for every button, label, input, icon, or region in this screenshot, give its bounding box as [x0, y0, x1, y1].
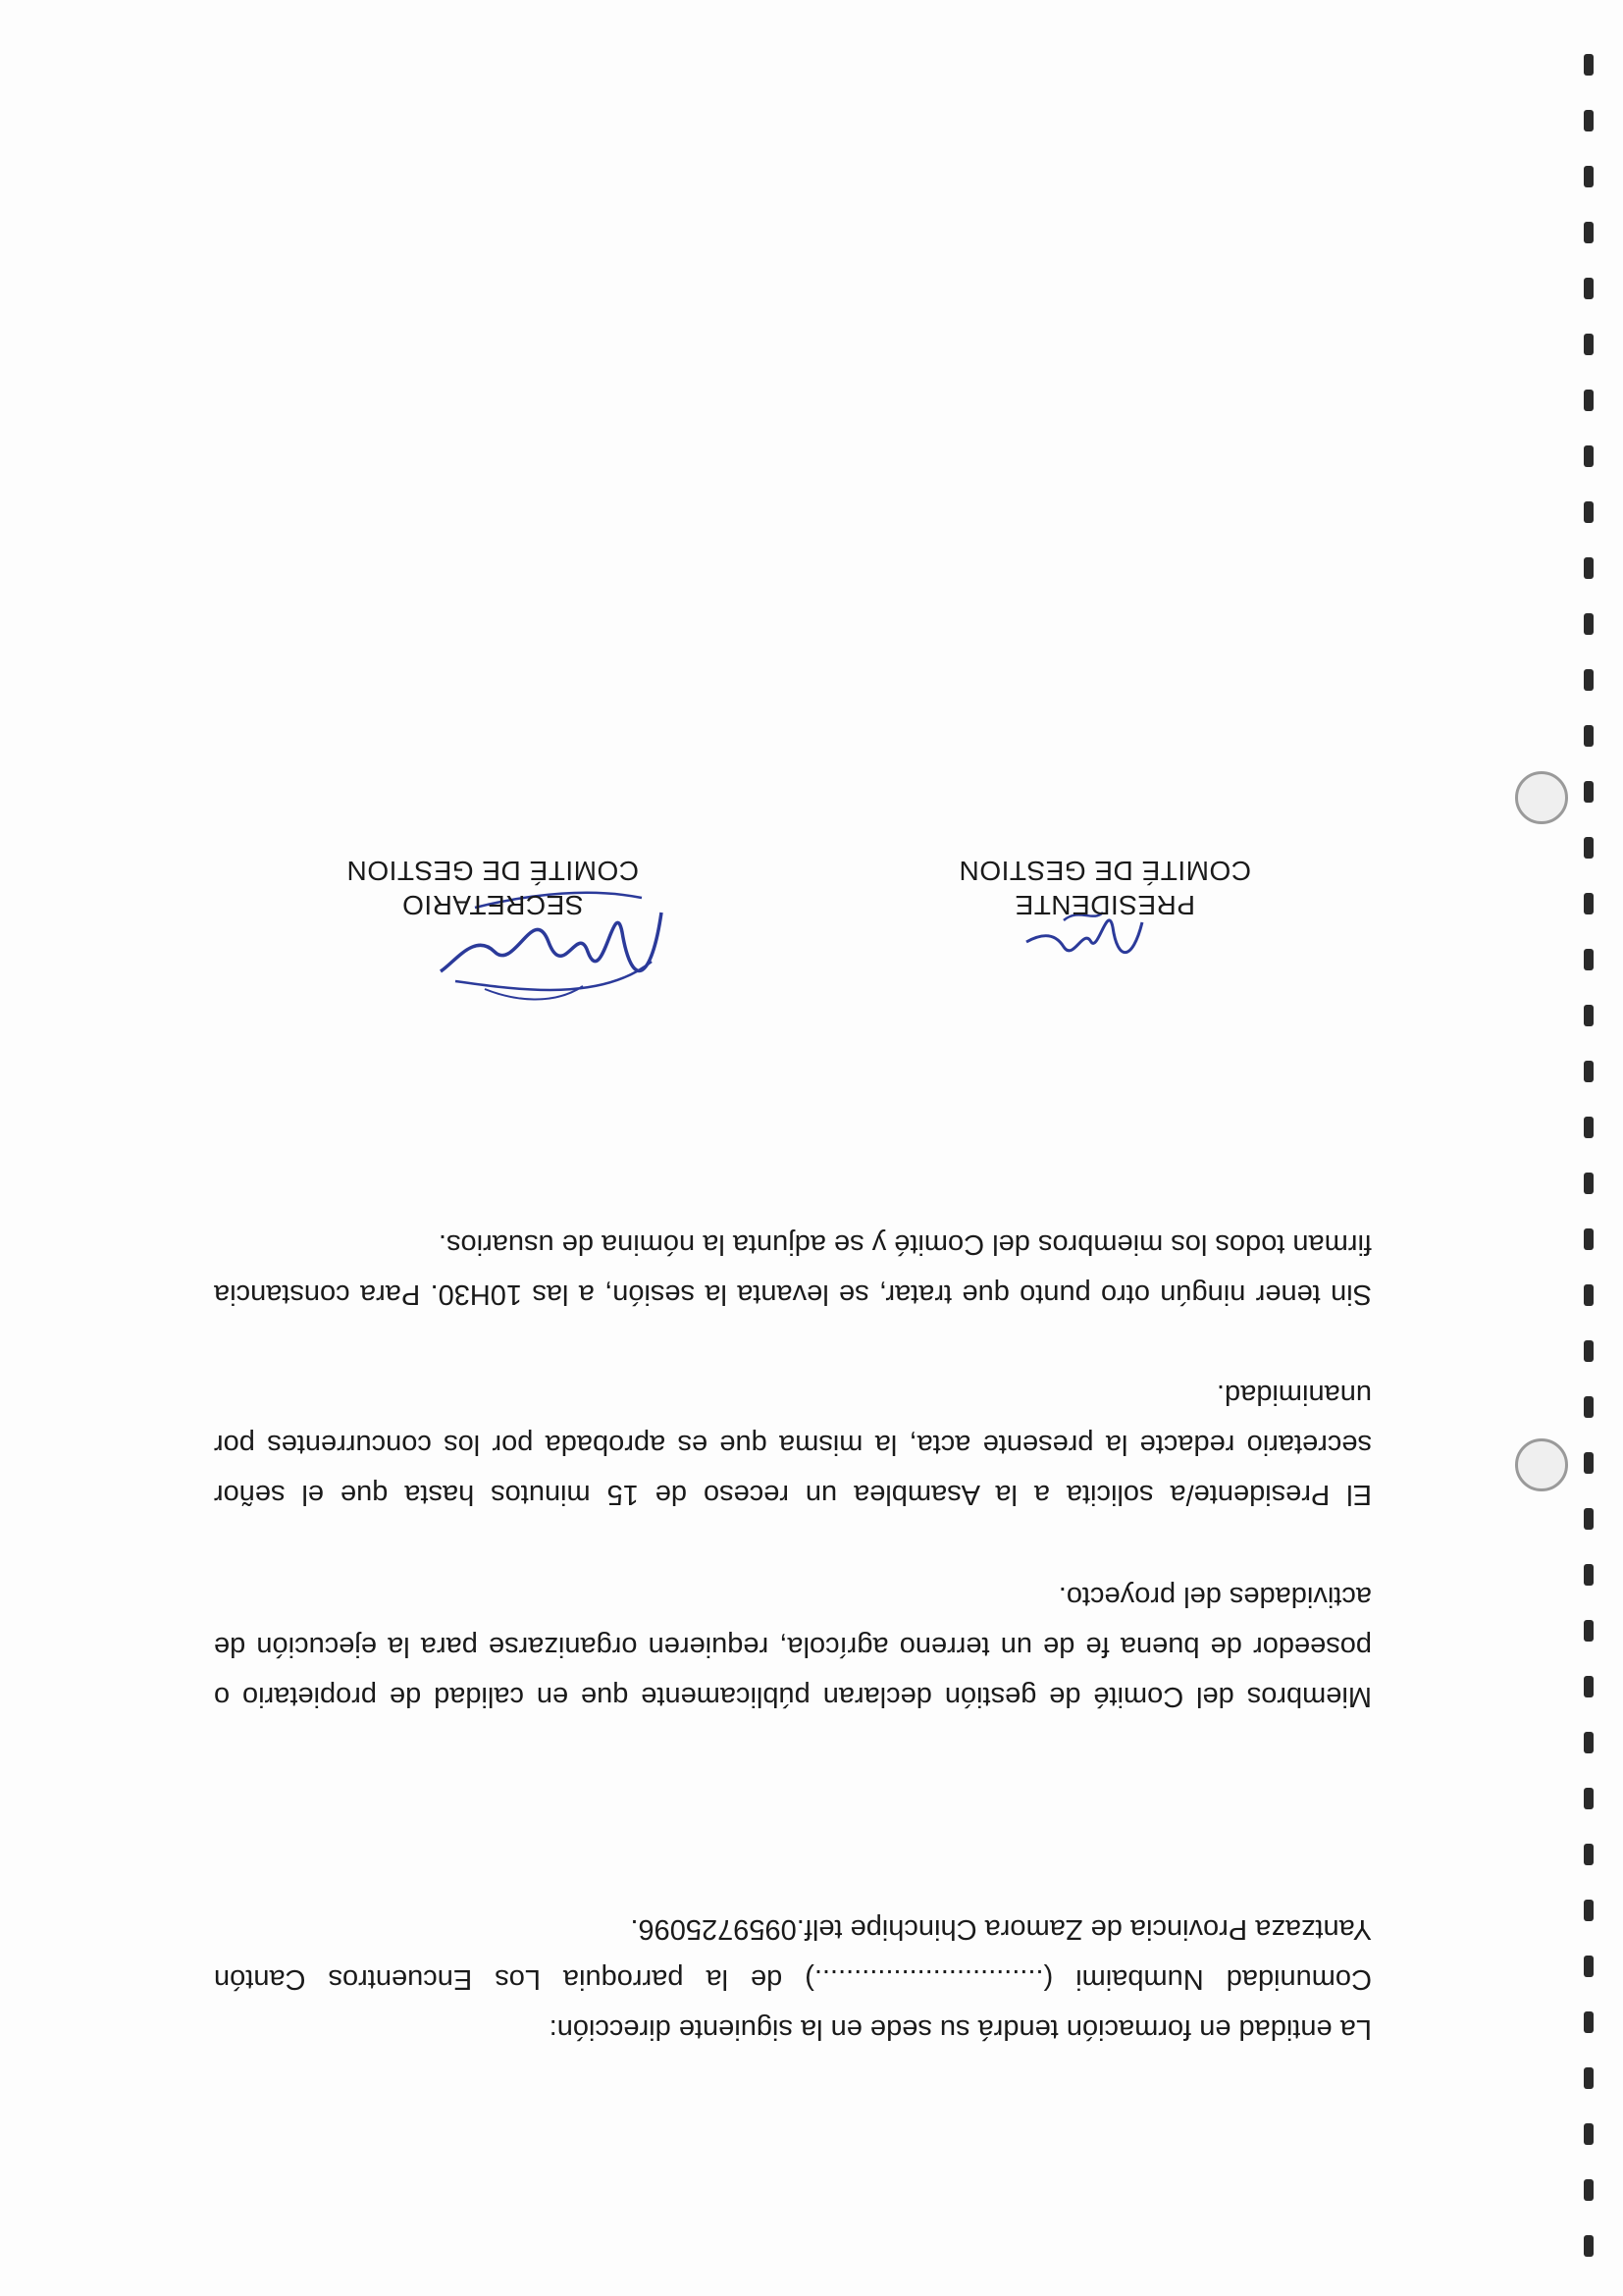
binding-hole: [1584, 2235, 1594, 2257]
closing-text: Sin tener ningún otro punto que tratar, se levanta la sesión, a las 10H30. Para constancia firman todos los miembros del Comité y se adjunta la nómina de usuarios.: [214, 1228, 1372, 1310]
binding-hole: [1584, 54, 1594, 76]
binding-hole: [1584, 1564, 1594, 1586]
binding-hole: [1584, 334, 1594, 355]
binding-hole: [1584, 1396, 1594, 1418]
binding-hole: [1584, 1508, 1594, 1530]
president-title: PRESIDENTE: [1015, 890, 1195, 920]
recess-text: El Presidente/a solicita a la Asamblea un receso de 15 minutos hasta que el señor secretario redacte la presente acta, la misma que es aprobada por los concurrentes por unanimidad.: [214, 1379, 1372, 1510]
binding-hole: [1584, 781, 1594, 803]
binding-hole: [1584, 1676, 1594, 1697]
address-detail: Comunidad Numbaimi (.............................) de la parroquia Los Encuentros Cantón Yantzaza Provincia de Zamora Chinchipe telf.0959725096.: [214, 1913, 1372, 1995]
binding-hole: [1584, 222, 1594, 243]
paragraph-address: [214, 1904, 1372, 2054]
binding-hole: [1584, 2179, 1594, 2201]
binding-hole: [1584, 1061, 1594, 1082]
binding-hole: [1584, 2067, 1594, 2089]
president-committee: COMITÉ DE GESTION: [959, 856, 1251, 886]
binding-hole: [1584, 893, 1594, 914]
binding-hole: [1584, 1844, 1594, 1865]
binding-hole: [1584, 1452, 1594, 1474]
binding-hole: [1584, 1732, 1594, 1753]
paragraph-recess: [214, 1369, 1372, 1519]
binding-hole: [1584, 1228, 1594, 1250]
punch-hole: [1515, 1438, 1568, 1491]
binding-hole: [1584, 166, 1594, 187]
binding-hole: [1584, 1284, 1594, 1306]
president-signature-block: [948, 854, 1262, 922]
binding-hole: [1584, 725, 1594, 747]
secretary-signature-block: [316, 854, 669, 922]
members-text: Miembros del Comité de gestión declaran públicamente que en calidad de propietario o poseedor de buena fe de un terreno agrícola, requieren organizarse para la ejecución de actividades del proyecto.: [214, 1581, 1372, 1712]
binding-hole: [1584, 669, 1594, 691]
binding-hole: [1584, 837, 1594, 859]
binding-hole: [1584, 1340, 1594, 1362]
paragraph-members: [214, 1571, 1372, 1721]
binding-hole: [1584, 949, 1594, 970]
binding-hole: [1584, 1620, 1594, 1642]
binding-hole: [1584, 1956, 1594, 1977]
punch-hole: [1515, 771, 1568, 824]
paragraph-closing: [214, 1219, 1372, 1319]
secretary-committee: COMITÉ DE GESTION: [346, 856, 639, 886]
secretary-title: SECRETARIO: [401, 890, 584, 920]
binding-hole: [1584, 1173, 1594, 1194]
binding-hole: [1584, 110, 1594, 131]
binding-hole: [1584, 278, 1594, 299]
binding-hole: [1584, 2011, 1594, 2033]
address-heading: La entidad en formación tendrá su sede en la siguiente dirección:: [549, 2013, 1372, 2045]
binding-hole: [1584, 390, 1594, 411]
binding-hole: [1584, 1788, 1594, 1809]
binding-hole: [1584, 1117, 1594, 1138]
binding-hole: [1584, 1005, 1594, 1026]
binding-hole: [1584, 2123, 1594, 2145]
binding-hole: [1584, 445, 1594, 467]
binding-hole: [1584, 613, 1594, 635]
binding-hole: [1584, 557, 1594, 579]
binding-hole: [1584, 1900, 1594, 1921]
binding-hole: [1584, 501, 1594, 523]
